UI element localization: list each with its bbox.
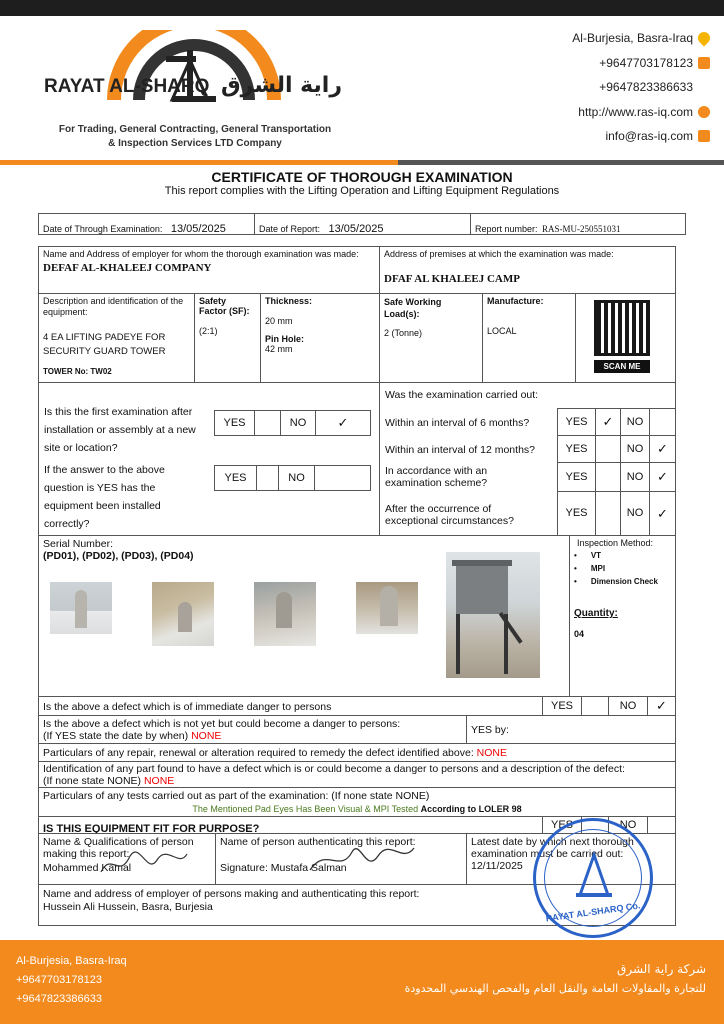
stamp-derrick-icon (574, 849, 614, 899)
qr-code-icon[interactable] (594, 300, 650, 356)
guard-tower-photo (446, 552, 540, 678)
footer-arabic-tagline: للتجارة والمقاولات العامة والنقل العام والفحص الهندسي المحدودة (404, 982, 706, 995)
fit-no[interactable]: NO (608, 816, 648, 834)
method-dimension-label: Dimension Check (590, 577, 658, 586)
padeye-photo-1 (50, 582, 112, 634)
safety-factor-cell (194, 293, 261, 383)
exam-date-label: Date of Through Examination: (43, 224, 163, 234)
scheme-yes-box[interactable] (595, 462, 621, 492)
address-text: Al-Burjesia, Basra-Iraq (572, 31, 693, 45)
equipment-desc-line-1: 4 EA LIFTING PADEYE FOR (43, 332, 166, 343)
immediate-no[interactable]: NO (608, 696, 648, 716)
quantity-value: 04 (574, 629, 585, 639)
scheme-question: In accordance with an examination scheme? (385, 465, 488, 489)
next-exam-label: Latest date by which next thorough examination must be carried out: (471, 836, 634, 860)
footer-phone-1: +9647703178123 (16, 974, 102, 986)
first-exam-yes[interactable]: YES (214, 410, 255, 436)
manufacture-label: Manufacture: (487, 296, 544, 306)
carried-out-label: Was the examination carried out: (385, 389, 539, 401)
letterhead (0, 16, 724, 162)
tests-row (38, 787, 676, 817)
company-stamp (533, 818, 653, 938)
equipment-desc-line-2: SECURITY GUARD TOWER (43, 346, 166, 357)
thickness-value: 20 mm (265, 316, 293, 326)
scheme-no[interactable]: NO (620, 462, 650, 492)
authenticator-cell (215, 833, 467, 885)
employer-cell (38, 246, 380, 294)
int6-yes[interactable]: YES (557, 408, 596, 436)
equipment-desc-cell (38, 293, 195, 383)
int12-yes[interactable]: YES (557, 435, 596, 463)
swl-cell (379, 293, 483, 383)
first-exam-yes-box[interactable] (254, 410, 281, 436)
header-contact (572, 26, 710, 149)
mail-icon (698, 130, 710, 142)
repair-label: Particulars of any repair, renewal or alteration required to remedy the defect identified above: (43, 747, 474, 759)
potential-danger-label: Is the above a defect which is not yet but could become a danger to persons: (43, 718, 401, 730)
employer-persons-value: Hussein Ali Hussein, Basra, Burjesia (43, 901, 213, 913)
int12-no-check[interactable]: ✓ (649, 435, 676, 463)
interval-6-question: Within an interval of 6 months? (385, 417, 530, 429)
signature-2-icon (306, 840, 416, 878)
report-number-label: Report number: (475, 224, 538, 234)
thickness-cell (260, 293, 380, 383)
tagline-line-2: & Inspection Services LTD Company (108, 138, 282, 149)
swl-label: Safe Working Load(s): (384, 297, 442, 319)
footer-address: Al-Burjesia, Basra-Iraq (16, 955, 127, 967)
installed-question: If the answer to the above question is YES has the equipment been installed correctly? (44, 464, 165, 530)
exceptional-yes[interactable]: YES (557, 491, 596, 536)
report-maker-value: Mohammed Kamal (43, 862, 132, 874)
logo-text-ar: راية الشرق (220, 73, 342, 98)
fit-label: IS THIS EQUIPMENT FIT FOR PURPOSE? (43, 823, 260, 834)
exceptional-no-check[interactable]: ✓ (649, 491, 676, 536)
identification-row (38, 761, 676, 788)
first-exam-no[interactable]: NO (280, 410, 316, 436)
scheme-yes[interactable]: YES (557, 462, 596, 492)
tagline-line-1: For Trading, General Contracting, General Transportation (58, 124, 332, 135)
thickness-label: Thickness: (265, 296, 313, 306)
scheme-no-check[interactable]: ✓ (649, 462, 676, 492)
premises-value: DFAF AL KHALEEJ CAMP (384, 273, 520, 285)
method-mpi: • MPI (574, 564, 606, 573)
tests-label: Particulars of any tests carried out as part of the examination: (If none state NONE) (43, 790, 430, 802)
method-vt-label: VT (590, 551, 602, 560)
immediate-no-check[interactable]: ✓ (647, 696, 676, 716)
safety-factor-label: Safety Factor (SF): (199, 296, 250, 316)
report-date-value: 13/05/2025 (328, 223, 384, 235)
header-stripe (0, 160, 724, 165)
potential-danger-row (38, 715, 467, 744)
stamp-text: RAYAT AL-SHARQ Co. (545, 900, 641, 924)
exam-date-cell (38, 213, 255, 235)
manufacture-value: LOCAL (487, 326, 517, 336)
identification-hint: (If none state NONE) (43, 774, 142, 787)
document-subtitle: This report complies with the Lifting Operation and Lifting Equipment Regulations (164, 185, 560, 197)
padeye-photo-2 (152, 582, 214, 646)
report-number-cell (470, 213, 686, 235)
padeye-photo-4 (356, 582, 418, 634)
method-dimension: • Dimension Check (574, 577, 658, 586)
repair-value: NONE (476, 747, 508, 759)
identification-value: NONE (143, 774, 175, 787)
authenticator-value: Signature: Mustafa Salman (220, 862, 347, 874)
tests-reference: According to LOLER 98 (420, 804, 522, 814)
potential-danger-value: NONE (191, 730, 222, 742)
first-exam-no-check[interactable]: ✓ (315, 410, 371, 436)
company-logo (44, 30, 344, 126)
inspection-method-label: Inspection Method: (577, 538, 654, 548)
first-exam-section (38, 382, 380, 536)
report-date-label: Date of Report: (259, 224, 321, 234)
scan-me-label: SCAN ME (594, 360, 650, 373)
pinhole-label: Pin Hole: (265, 334, 305, 344)
location-pin-icon (696, 30, 713, 47)
int12-no[interactable]: NO (620, 435, 650, 463)
employer-persons-label: Name and address of employer of persons making and authenticating this report: (43, 888, 420, 900)
exceptional-yes-box[interactable] (595, 491, 621, 536)
method-vt: • VT (574, 551, 602, 560)
fit-yes[interactable]: YES (542, 816, 582, 834)
yes-by-cell: YES by: (466, 715, 676, 744)
footer-phone-2: +9647823386633 (16, 993, 102, 1005)
qr-cell (575, 293, 676, 383)
exceptional-question: After the occurrence of exceptional circumstances? (385, 503, 514, 527)
exam-date-value: 13/05/2025 (170, 223, 226, 235)
premises-cell (379, 246, 676, 294)
equipment-desc-label: Description and identification of the equipment: (43, 296, 184, 317)
potential-danger-hint: (If YES state the date by when) (43, 730, 189, 742)
signature-1-icon (99, 848, 189, 878)
int6-no-box[interactable] (649, 408, 676, 436)
company-tagline (42, 123, 348, 151)
footer-arabic-name: شركة راية الشرق (617, 962, 706, 976)
next-exam-value: 12/11/2025 (471, 860, 523, 872)
installed-yes-box[interactable] (256, 465, 279, 491)
premises-label: Address of premises at which the examination was made: (384, 249, 614, 259)
inspection-cell (569, 535, 676, 697)
installed-no-box[interactable] (314, 465, 371, 491)
phone-icon (698, 57, 710, 69)
top-bar (0, 0, 724, 16)
int12-yes-box[interactable] (595, 435, 621, 463)
report-date-cell (254, 213, 471, 235)
int6-no[interactable]: NO (620, 408, 650, 436)
safety-factor-value: (2:1) (199, 326, 218, 336)
report-maker-label: Name & Qualifications of person making this report: (43, 836, 194, 860)
document-title: CERTIFICATE OF THOROUGH EXAMINATION (211, 169, 513, 185)
interval-12-question: Within an interval of 12 months? (385, 444, 535, 456)
email-link[interactable]: info@ras-iq.com (605, 129, 693, 143)
tests-value: The Mentioned Pad Eyes Has Been Visual & MPI Tested (192, 804, 419, 814)
repair-row (38, 743, 676, 762)
serial-label: Serial Number: (43, 538, 114, 550)
tower-number: TOWER No: TW02 (43, 367, 112, 376)
int6-yes-check[interactable]: ✓ (595, 408, 621, 436)
identification-label: Identification of any part found to have a defect which is or could become a danger to persons and a description of the defect: (43, 763, 625, 775)
footer (0, 940, 724, 1024)
phone1-text: +9647703178123 (599, 55, 693, 70)
quantity-label: Quantity: (574, 608, 618, 619)
employer-label: Name and Address of employer for whom the thorough examination was made: (43, 249, 359, 259)
phone-spacer (698, 81, 710, 93)
globe-icon (698, 106, 710, 118)
installed-no[interactable]: NO (278, 465, 315, 491)
immediate-yes-box[interactable] (581, 696, 609, 716)
exceptional-no[interactable]: NO (620, 491, 650, 536)
employer-value: DEFAF AL-KHALEEJ COMPANY (43, 262, 212, 274)
manufacture-cell (482, 293, 576, 383)
immediate-yes[interactable]: YES (542, 696, 582, 716)
padeye-photo-3 (254, 582, 316, 646)
serial-value: (PD01), (PD02), (PD03), (PD04) (43, 550, 194, 562)
report-maker-cell (38, 833, 216, 885)
immediate-danger-row: Is the above a defect which is of immediate danger to persons (38, 696, 543, 716)
pinhole-value: 42 mm (265, 344, 293, 354)
logo-text-en: RAYAT AL-SHARQ (44, 76, 210, 97)
website-link[interactable]: http://www.ras-iq.com (578, 104, 693, 119)
first-exam-question: Is this the first examination after installation or assembly at a new site or location? (44, 406, 196, 454)
swl-value: 2 (Tonne) (384, 328, 423, 338)
authenticator-label: Name of person authenticating this report: (220, 836, 416, 848)
installed-yes[interactable]: YES (214, 465, 257, 491)
report-number-value: RAS-MU-250551031 (541, 224, 621, 234)
method-mpi-label: MPI (590, 564, 606, 573)
phone2-text: +9647823386633 (599, 80, 693, 94)
